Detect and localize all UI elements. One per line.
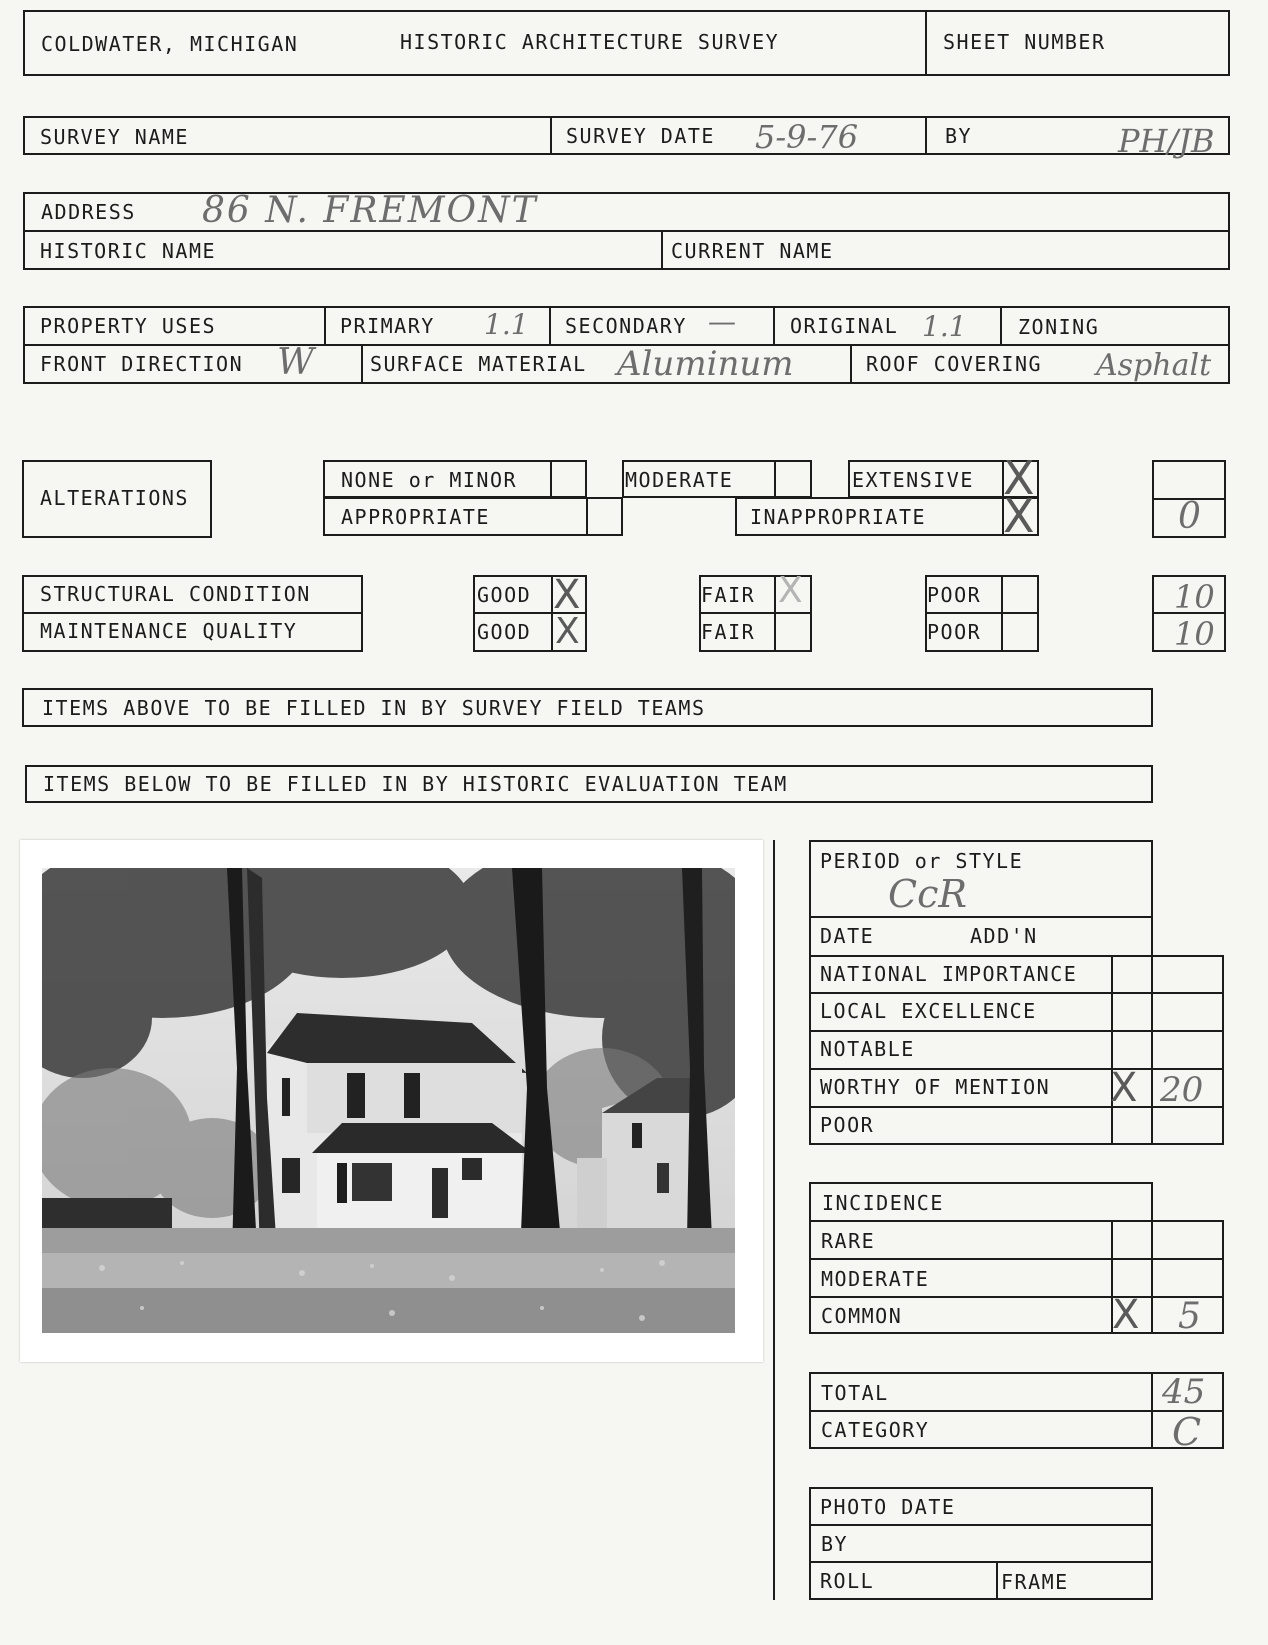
photo-date-label: PHOTO DATE bbox=[820, 1495, 956, 1519]
category-value: C bbox=[1172, 1410, 1202, 1454]
front-direction-value: W bbox=[277, 342, 315, 383]
primary-value: 1.1 bbox=[484, 308, 529, 341]
period-style-label: PERIOD or STYLE bbox=[820, 849, 1024, 873]
common-label: COMMON bbox=[821, 1304, 903, 1328]
national-importance-label: NATIONAL IMPORTANCE bbox=[820, 962, 1078, 986]
survey-by-value: PH/JB bbox=[1118, 122, 1215, 160]
maintenance-quality-label: MAINTENANCE QUALITY bbox=[40, 619, 298, 643]
survey-date-label: SURVEY DATE bbox=[566, 124, 715, 148]
worthy-check-mark: X bbox=[1110, 1065, 1138, 1111]
common-check-mark: X bbox=[1112, 1292, 1140, 1338]
alterations-label: ALTERATIONS bbox=[40, 486, 189, 510]
surface-material-label: SURFACE MATERIAL bbox=[370, 352, 587, 376]
survey-date-value: 5-9-76 bbox=[755, 118, 859, 156]
maintenance-score: 10 bbox=[1174, 615, 1215, 653]
surface-material-value: Aluminum bbox=[617, 344, 794, 384]
photo-by-label: BY bbox=[821, 1532, 849, 1556]
notable-label: NOTABLE bbox=[820, 1037, 915, 1061]
moderate-label: MODERATE bbox=[625, 468, 734, 492]
period-style-value: CcR bbox=[888, 872, 967, 916]
city-heading: COLDWATER, MICHIGAN bbox=[41, 32, 299, 56]
structural-poor-label: POOR bbox=[927, 583, 982, 607]
secondary-value: — bbox=[708, 305, 736, 338]
incidence-moderate-label: MODERATE bbox=[821, 1267, 930, 1291]
structural-good-mark: X bbox=[553, 572, 581, 618]
local-excellence-label: LOCAL EXCELLENCE bbox=[820, 999, 1037, 1023]
form-title: HISTORIC ARCHITECTURE SURVEY bbox=[400, 30, 780, 54]
roof-covering-value: Asphalt bbox=[1096, 348, 1212, 383]
maintenance-good-label: GOOD bbox=[477, 620, 532, 644]
none-minor-label: NONE or MINOR bbox=[341, 468, 518, 492]
evaluation-poor-label: POOR bbox=[820, 1113, 875, 1137]
survey-name-label: SURVEY NAME bbox=[40, 125, 189, 149]
extensive-label: EXTENSIVE bbox=[852, 468, 974, 492]
frame-label: FRAME bbox=[1001, 1570, 1069, 1594]
address-label: ADDRESS bbox=[41, 200, 136, 224]
inappropriate-check-mark: X bbox=[1003, 489, 1035, 543]
incidence-label: INCIDENCE bbox=[822, 1191, 944, 1215]
current-name-label: CURRENT NAME bbox=[671, 239, 834, 263]
survey-by-label: BY bbox=[945, 124, 973, 148]
primary-label: PRIMARY bbox=[340, 314, 435, 338]
worthy-score: 20 bbox=[1160, 1070, 1204, 1110]
total-value: 45 bbox=[1162, 1372, 1206, 1412]
field-teams-note-text: ITEMS ABOVE TO BE FILLED IN BY SURVEY FIELD TEAMS bbox=[42, 696, 706, 720]
roof-covering-label: ROOF COVERING bbox=[866, 352, 1043, 376]
maintenance-fair-label: FAIR bbox=[701, 620, 756, 644]
structural-score: 10 bbox=[1174, 578, 1215, 616]
original-label: ORIGINAL bbox=[790, 314, 899, 338]
house-photo bbox=[20, 840, 763, 1362]
maintenance-good-mark: X bbox=[555, 611, 580, 652]
category-label: CATEGORY bbox=[821, 1418, 930, 1442]
common-score: 5 bbox=[1178, 1296, 1201, 1337]
zoning-label: ZONING bbox=[1018, 315, 1100, 339]
property-uses-label: PROPERTY USES bbox=[40, 314, 217, 338]
structural-fair-mark: X bbox=[778, 570, 803, 611]
maintenance-poor-label: POOR bbox=[927, 620, 982, 644]
rare-label: RARE bbox=[821, 1229, 876, 1253]
appropriate-label: APPROPRIATE bbox=[341, 505, 490, 529]
historic-name-label: HISTORIC NAME bbox=[40, 239, 217, 263]
structural-good-label: GOOD bbox=[477, 583, 532, 607]
total-label: TOTAL bbox=[821, 1381, 889, 1405]
address-value: 86 N. FREMONT bbox=[202, 190, 538, 231]
alterations-score: 0 bbox=[1178, 496, 1201, 537]
roll-label: ROLL bbox=[820, 1569, 875, 1593]
structural-condition-label: STRUCTURAL CONDITION bbox=[40, 582, 311, 606]
house-photograph-image bbox=[42, 868, 735, 1333]
original-value: 1.1 bbox=[922, 310, 967, 343]
worthy-of-mention-label: WORTHY OF MENTION bbox=[820, 1075, 1051, 1099]
date-label: DATE bbox=[820, 924, 875, 948]
inappropriate-label: INAPPROPRIATE bbox=[750, 505, 927, 529]
addn-label: ADD'N bbox=[970, 924, 1038, 948]
sheet-number-label: SHEET NUMBER bbox=[943, 30, 1106, 54]
evaluation-team-note-text: ITEMS BELOW TO BE FILLED IN BY HISTORIC EVALUATION TEAM bbox=[43, 772, 788, 796]
extensive-check-mark: X bbox=[1003, 451, 1035, 505]
structural-fair-label: FAIR bbox=[701, 583, 756, 607]
front-direction-label: FRONT DIRECTION bbox=[40, 352, 244, 376]
secondary-label: SECONDARY bbox=[565, 314, 687, 338]
